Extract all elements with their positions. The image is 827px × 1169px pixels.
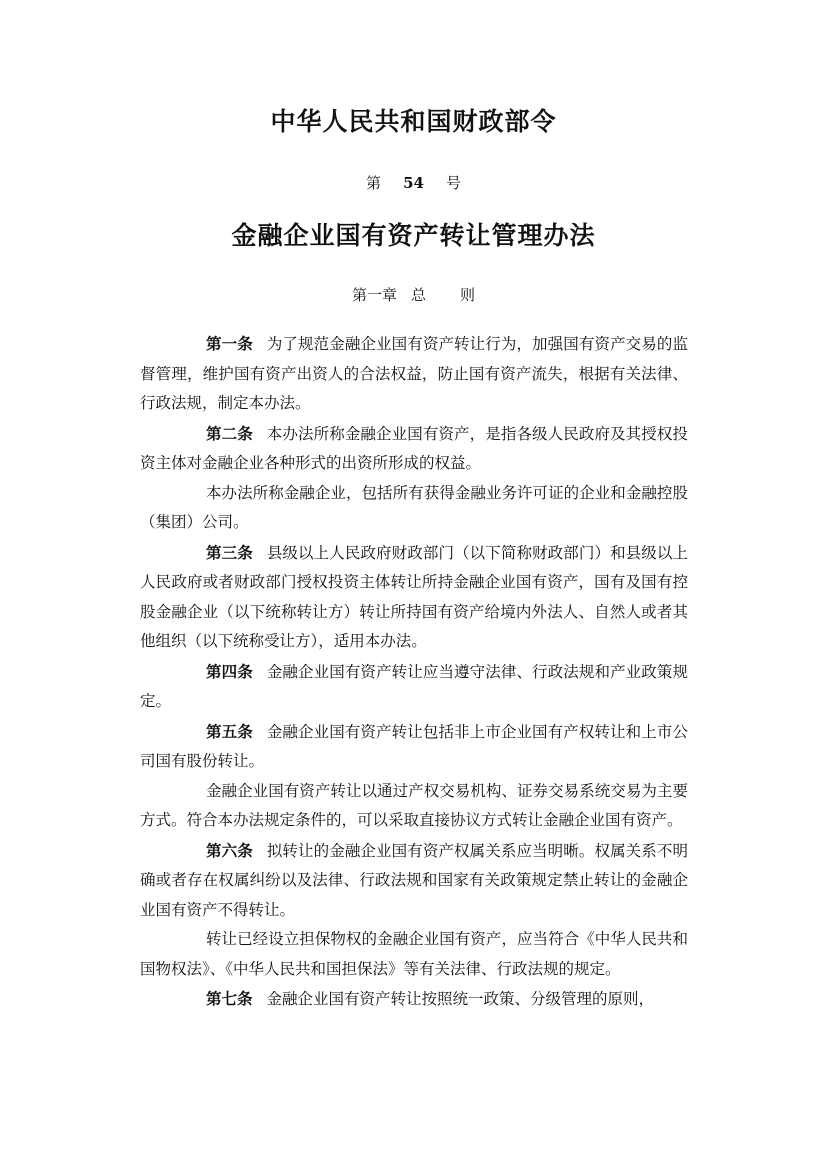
article-text: 为了规范金融企业国有资产转让行为，加强国有资产交易的监督管理，维护国有资产出资人的合法权益，防止国有资产流失，根据有关法律、行政法规，制定本办法。: [140, 335, 688, 412]
article-label: 第四条: [206, 661, 253, 681]
article-paragraph: [140, 717, 688, 777]
chapter-title-part2: 则: [460, 286, 476, 304]
order-number: 54: [403, 174, 424, 192]
order-title: 中华人民共和国财政部令: [270, 107, 557, 136]
article-text: 拟转让的金融企业国有资产权属关系应当明晰。权属关系不明确或者存在权属纠纷以及法律、行政法规和国家有关政策规定禁止转让的金融企业国有资产不得转让。: [140, 841, 688, 919]
article-paragraph: [140, 479, 688, 538]
article-paragraph: [140, 538, 688, 657]
article-text: 本办法所称金融企业，包括所有获得金融业务许可证的企业和金融控股（集团）公司。: [140, 483, 688, 531]
chapter-title-part1: 总: [410, 286, 426, 304]
article-paragraph: [140, 419, 688, 479]
article-paragraph: [140, 777, 688, 836]
article-label: 第三条: [206, 542, 253, 562]
article-text: 金融企业国有资产转让包括非上市企业国有产权转让和上市公司国有股份转让。: [140, 722, 688, 770]
article-paragraph: [140, 836, 688, 926]
article-label: 第七条: [206, 989, 253, 1008]
article-label: 第五条: [206, 721, 253, 741]
article-label: 第六条: [206, 840, 253, 860]
article-paragraph: [140, 657, 688, 717]
article-paragraph: [140, 925, 688, 984]
article-paragraph: [140, 984, 688, 1015]
document-body: [140, 329, 688, 1015]
order-number-suffix: 号: [445, 174, 461, 192]
chapter-heading: [0, 284, 827, 306]
article-text: 金融企业国有资产转让应当遵守法律、行政法规和产业政策规定。: [140, 662, 688, 710]
article-text: 金融企业国有资产转让按照统一政策、分级管理的原则，: [266, 990, 655, 1008]
order-number-line: [0, 172, 827, 194]
article-text: 本办法所称金融企业国有资产，是指各级人民政府及其授权投资主体对金融企业各种形式的出资所形成的权益。: [140, 424, 688, 472]
article-paragraph: [140, 329, 688, 419]
article-text: 金融企业国有资产转让以通过产权交易机构、证券交易系统交易为主要方式。符合本办法规定条件的，可以采取直接协议方式转让金融企业国有资产。: [140, 781, 688, 829]
article-text: 转让已经设立担保物权的金融企业国有资产，应当符合《中华人民共和国物权法》、《中华人民共和国担保法》等有关法律、行政法规的规定。: [140, 930, 688, 978]
article-label: 第一条: [206, 334, 253, 353]
article-label: 第二条: [206, 423, 253, 443]
article-text: 县级以上人民政府财政部门（以下简称财政部门）和县级以上人民政府或者财政部门授权投资主体转让所持金融企业国有资产，国有及国有控股金融企业（以下统称转让方）转让所持国有资产给境内外法人、自然人或者其他组织（以下统称受让方），适用本办法。: [140, 543, 688, 650]
order-number-prefix: 第: [366, 174, 382, 192]
chapter-number: 第一章: [351, 286, 397, 304]
document-title: 金融企业国有资产转让管理办法: [231, 221, 596, 250]
